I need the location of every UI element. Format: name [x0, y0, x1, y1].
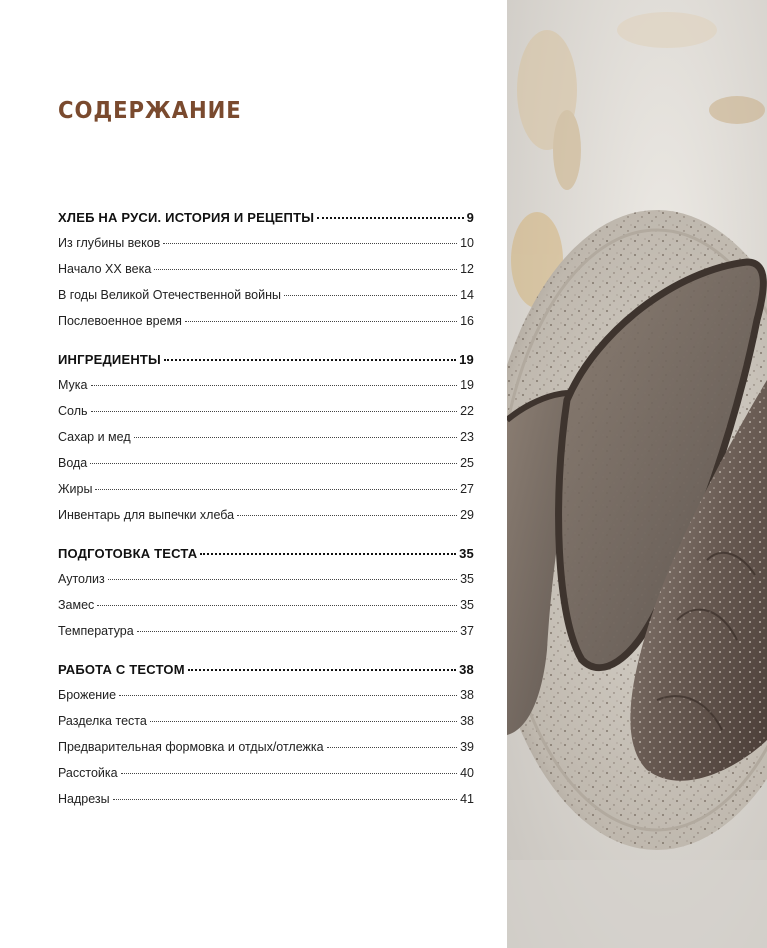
- toc-page-number: 14: [460, 288, 474, 302]
- dot-leader: [185, 321, 457, 322]
- toc-page-number: 27: [460, 482, 474, 496]
- toc-label: ХЛЕБ НА РУСИ. ИСТОРИЯ И РЕЦЕПТЫ: [58, 210, 315, 225]
- toc-section-row[interactable]: [58, 352, 474, 378]
- toc-page-number: 16: [460, 314, 474, 328]
- toc-entry-row[interactable]: [58, 430, 474, 456]
- toc-page-number: 38: [459, 662, 474, 677]
- toc-label: ИНГРЕДИЕНТЫ: [58, 352, 161, 367]
- toc-section-row[interactable]: [58, 662, 474, 688]
- toc-page-number: 19: [460, 378, 474, 392]
- toc-entry-row[interactable]: [58, 288, 474, 314]
- toc-page-number: 29: [460, 508, 474, 522]
- dot-leader: [188, 669, 456, 671]
- toc-label: Замес: [58, 598, 95, 612]
- toc-page-number: 39: [460, 740, 474, 754]
- toc-section-row[interactable]: [58, 546, 474, 572]
- toc-page-number: 38: [460, 714, 474, 728]
- toc-entry-row[interactable]: [58, 456, 474, 482]
- toc-label: Расстойка: [58, 766, 118, 780]
- dot-leader: [200, 553, 456, 555]
- toc-page-number: 37: [460, 624, 474, 638]
- toc-page-number: 35: [460, 572, 474, 586]
- toc-label: Сахар и мед: [58, 430, 131, 444]
- toc-label: Брожение: [58, 688, 117, 702]
- dot-leader: [137, 631, 457, 632]
- toc-entry-row[interactable]: [58, 714, 474, 740]
- toc-page-number: 22: [460, 404, 474, 418]
- dot-leader: [164, 359, 456, 361]
- toc-page-number: 10: [460, 236, 474, 250]
- toc-label: Из глубины веков: [58, 236, 161, 250]
- toc-page-number: 9: [466, 210, 474, 225]
- dot-leader: [237, 515, 457, 516]
- dot-leader: [150, 721, 457, 722]
- toc-entry-row[interactable]: [58, 688, 474, 714]
- dot-leader: [134, 437, 457, 438]
- toc-entry-row[interactable]: [58, 262, 474, 288]
- toc-page-number: 38: [460, 688, 474, 702]
- toc-entry-row[interactable]: [58, 482, 474, 508]
- bread-photo: [507, 0, 767, 948]
- toc-page-number: 19: [459, 352, 474, 367]
- toc-entry-row[interactable]: [58, 792, 474, 818]
- dot-leader: [327, 747, 457, 748]
- toc-entry-row[interactable]: [58, 404, 474, 430]
- toc-page-number: 35: [459, 546, 474, 561]
- toc-label: Послевоенное время: [58, 314, 182, 328]
- toc-label: Разделка теста: [58, 714, 147, 728]
- toc-label: Аутолиз: [58, 572, 105, 586]
- table-of-contents: [58, 210, 474, 818]
- toc-label: Мука: [58, 378, 88, 392]
- toc-entry-row[interactable]: [58, 598, 474, 624]
- toc-label: Жиры: [58, 482, 93, 496]
- toc-entry-row[interactable]: [58, 378, 474, 404]
- toc-label: РАБОТА С ТЕСТОМ: [58, 662, 185, 677]
- toc-label: В годы Великой Отечественной войны: [58, 288, 281, 302]
- dot-leader: [113, 799, 457, 800]
- dot-leader: [90, 463, 457, 464]
- dot-leader: [119, 695, 457, 696]
- toc-label: Температура: [58, 624, 134, 638]
- toc-page-number: 25: [460, 456, 474, 470]
- toc-label: Соль: [58, 404, 88, 418]
- dot-leader: [154, 269, 457, 270]
- dot-leader: [91, 385, 458, 386]
- toc-label: Предварительная формовка и отдых/отлежка: [58, 740, 324, 754]
- toc-entry-row[interactable]: [58, 314, 474, 340]
- dot-leader: [317, 217, 463, 219]
- toc-label: Инвентарь для выпечки хлеба: [58, 508, 235, 522]
- toc-page-number: 35: [460, 598, 474, 612]
- toc-label: ПОДГОТОВКА ТЕСТА: [58, 546, 198, 561]
- bread-illustration: [507, 0, 767, 948]
- toc-section-row[interactable]: [58, 210, 474, 236]
- toc-page-number: 23: [460, 430, 474, 444]
- dot-leader: [91, 411, 458, 412]
- toc-entry-row[interactable]: [58, 508, 474, 534]
- dot-leader: [95, 489, 457, 490]
- toc-entry-row[interactable]: [58, 766, 474, 792]
- toc-page-number: 12: [460, 262, 474, 276]
- toc-label: Вода: [58, 456, 88, 470]
- toc-page-number: 41: [460, 792, 474, 806]
- dot-leader: [108, 579, 457, 580]
- toc-entry-row[interactable]: [58, 740, 474, 766]
- toc-label: Начало XX века: [58, 262, 152, 276]
- dot-leader: [121, 773, 458, 774]
- toc-entry-row[interactable]: [58, 572, 474, 598]
- toc-entry-row[interactable]: [58, 624, 474, 650]
- toc-label: Надрезы: [58, 792, 110, 806]
- toc-page-number: 40: [460, 766, 474, 780]
- toc-entry-row[interactable]: [58, 236, 474, 262]
- dot-leader: [97, 605, 457, 606]
- dot-leader: [284, 295, 457, 296]
- page-title: СОДЕРЖАНИЕ: [58, 98, 242, 124]
- dot-leader: [163, 243, 457, 244]
